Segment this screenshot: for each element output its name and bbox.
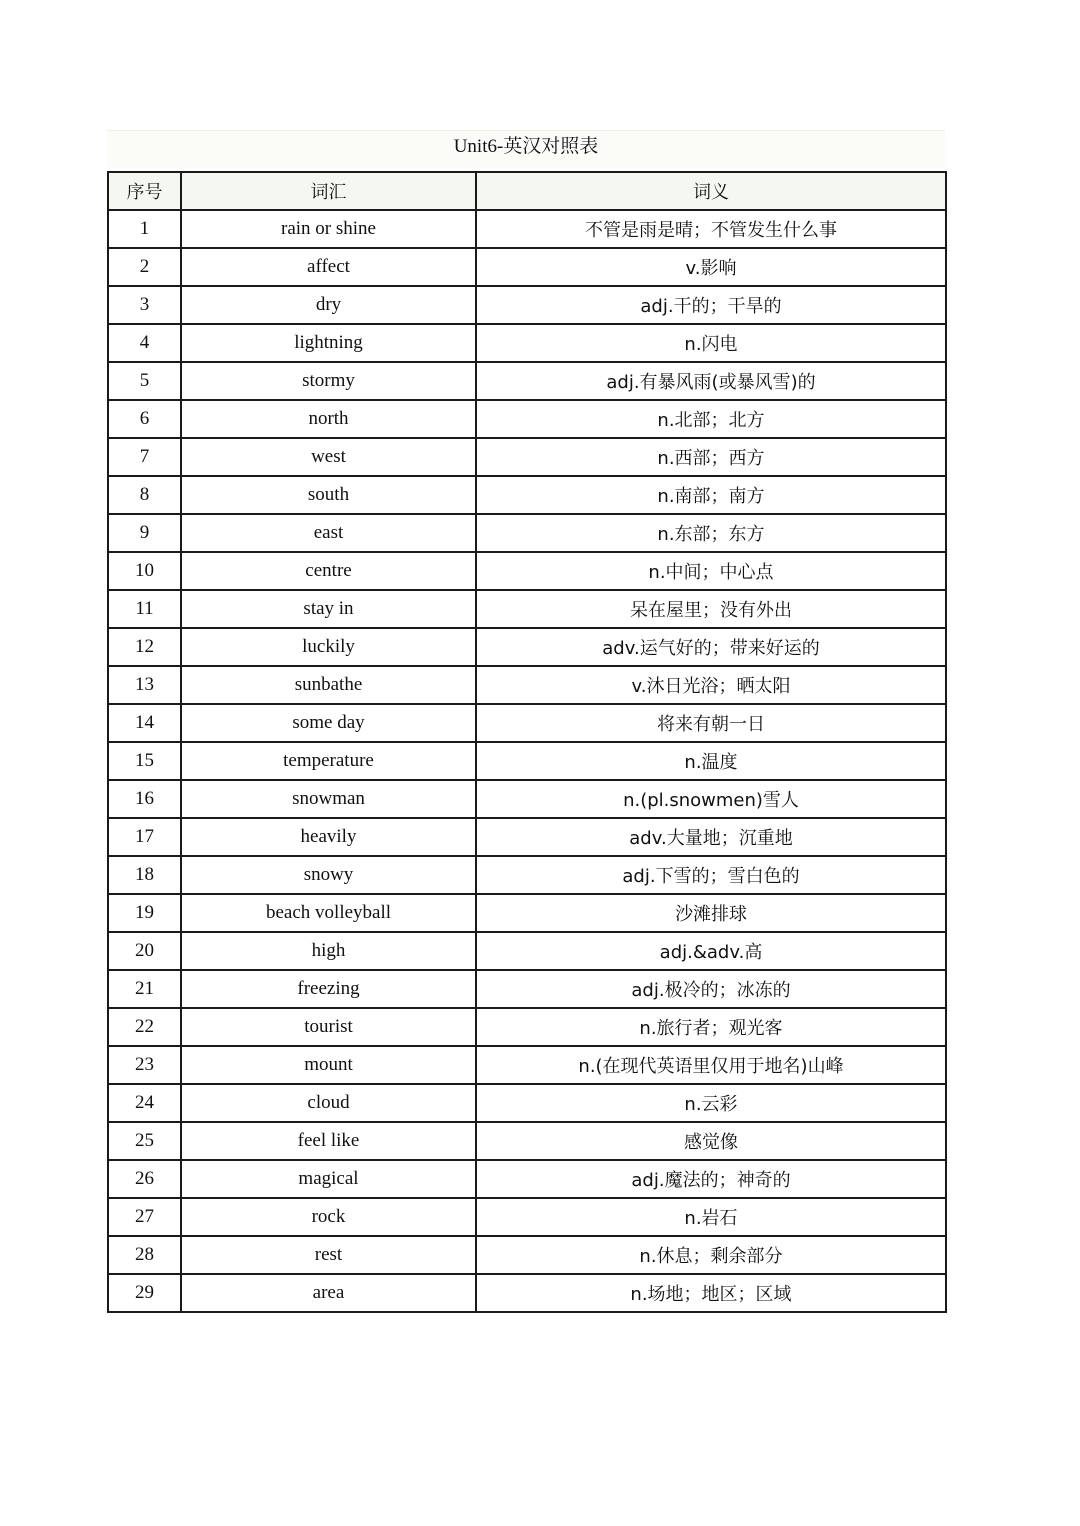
row-meaning: adj.极冷的；冰冻的	[476, 970, 946, 1008]
table-row	[108, 628, 946, 666]
row-meaning: adj.&adv.高	[476, 932, 946, 970]
row-meaning: adv.运气好的；带来好运的	[476, 628, 946, 666]
row-meaning: adj.有暴风雨(或暴风雪)的	[476, 362, 946, 400]
row-word: high	[181, 932, 476, 970]
row-word: south	[181, 476, 476, 514]
row-word: area	[181, 1274, 476, 1312]
table-row	[108, 362, 946, 400]
header-meaning: 词义	[476, 172, 946, 210]
row-number: 18	[108, 856, 181, 894]
row-meaning: 将来有朝一日	[476, 704, 946, 742]
row-number: 24	[108, 1084, 181, 1122]
row-word: snowman	[181, 780, 476, 818]
table-row	[108, 970, 946, 1008]
table-row	[108, 1046, 946, 1084]
row-meaning: 沙滩排球	[476, 894, 946, 932]
row-word: tourist	[181, 1008, 476, 1046]
row-meaning: n.西部；西方	[476, 438, 946, 476]
row-meaning: v.沐日光浴；晒太阳	[476, 666, 946, 704]
row-number: 28	[108, 1236, 181, 1274]
header-word: 词汇	[181, 172, 476, 210]
row-meaning: 感觉像	[476, 1122, 946, 1160]
table-row	[108, 932, 946, 970]
row-meaning: n.(在现代英语里仅用于地名)山峰	[476, 1046, 946, 1084]
row-number: 3	[108, 286, 181, 324]
row-word: centre	[181, 552, 476, 590]
row-meaning: n.旅行者；观光客	[476, 1008, 946, 1046]
row-meaning: adj.魔法的；神奇的	[476, 1160, 946, 1198]
table-header	[108, 172, 946, 210]
row-meaning: n.中间；中心点	[476, 552, 946, 590]
row-word: rain or shine	[181, 210, 476, 248]
row-meaning: n.岩石	[476, 1198, 946, 1236]
row-word: sunbathe	[181, 666, 476, 704]
row-number: 11	[108, 590, 181, 628]
row-word: heavily	[181, 818, 476, 856]
row-number: 22	[108, 1008, 181, 1046]
row-word: stormy	[181, 362, 476, 400]
row-word: rest	[181, 1236, 476, 1274]
table-row	[108, 780, 946, 818]
row-word: temperature	[181, 742, 476, 780]
row-meaning: 不管是雨是晴；不管发生什么事	[476, 210, 946, 248]
row-number: 15	[108, 742, 181, 780]
row-word: luckily	[181, 628, 476, 666]
row-number: 2	[108, 248, 181, 286]
table-row	[108, 1160, 946, 1198]
row-word: beach volleyball	[181, 894, 476, 932]
row-number: 16	[108, 780, 181, 818]
row-word: dry	[181, 286, 476, 324]
row-meaning: adv.大量地；沉重地	[476, 818, 946, 856]
table-row	[108, 514, 946, 552]
row-number: 12	[108, 628, 181, 666]
row-number: 19	[108, 894, 181, 932]
row-meaning: n.温度	[476, 742, 946, 780]
row-word: snowy	[181, 856, 476, 894]
table-row	[108, 1122, 946, 1160]
table-row	[108, 438, 946, 476]
table-row	[108, 248, 946, 286]
row-word: east	[181, 514, 476, 552]
row-number: 25	[108, 1122, 181, 1160]
table-row	[108, 286, 946, 324]
vocabulary-table	[107, 171, 947, 1313]
row-meaning: n.场地；地区；区域	[476, 1274, 946, 1312]
row-meaning: n.南部；南方	[476, 476, 946, 514]
table-row	[108, 552, 946, 590]
row-number: 17	[108, 818, 181, 856]
table-row	[108, 818, 946, 856]
row-number: 26	[108, 1160, 181, 1198]
table-row	[108, 742, 946, 780]
row-word: stay in	[181, 590, 476, 628]
table-row	[108, 400, 946, 438]
row-word: cloud	[181, 1084, 476, 1122]
row-number: 20	[108, 932, 181, 970]
table-row	[108, 210, 946, 248]
row-word: feel like	[181, 1122, 476, 1160]
vocabulary-sheet	[107, 130, 945, 1313]
row-word: freezing	[181, 970, 476, 1008]
table-row	[108, 590, 946, 628]
row-number: 21	[108, 970, 181, 1008]
row-number: 14	[108, 704, 181, 742]
header-no: 序号	[108, 172, 181, 210]
row-number: 23	[108, 1046, 181, 1084]
row-number: 10	[108, 552, 181, 590]
row-number: 9	[108, 514, 181, 552]
table-row	[108, 1008, 946, 1046]
row-meaning: n.(pl.snowmen)雪人	[476, 780, 946, 818]
row-number: 29	[108, 1274, 181, 1312]
table-row	[108, 704, 946, 742]
table-row	[108, 324, 946, 362]
row-word: rock	[181, 1198, 476, 1236]
row-meaning: n.北部；北方	[476, 400, 946, 438]
row-number: 4	[108, 324, 181, 362]
row-word: affect	[181, 248, 476, 286]
row-meaning: n.休息；剩余部分	[476, 1236, 946, 1274]
row-number: 27	[108, 1198, 181, 1236]
table-row	[108, 856, 946, 894]
row-number: 1	[108, 210, 181, 248]
table-row	[108, 666, 946, 704]
sheet-title: Unit6-英汉对照表	[107, 130, 945, 169]
row-meaning: adj.下雪的；雪白色的	[476, 856, 946, 894]
table-row	[108, 476, 946, 514]
row-word: lightning	[181, 324, 476, 362]
row-word: north	[181, 400, 476, 438]
row-meaning: n.东部；东方	[476, 514, 946, 552]
table-row	[108, 1236, 946, 1274]
row-number: 13	[108, 666, 181, 704]
row-word: west	[181, 438, 476, 476]
row-number: 6	[108, 400, 181, 438]
row-number: 7	[108, 438, 181, 476]
row-number: 8	[108, 476, 181, 514]
table-row	[108, 1198, 946, 1236]
row-meaning: n.闪电	[476, 324, 946, 362]
row-meaning: v.影响	[476, 248, 946, 286]
row-word: magical	[181, 1160, 476, 1198]
header-row	[108, 172, 946, 210]
row-word: mount	[181, 1046, 476, 1084]
table-row	[108, 894, 946, 932]
row-meaning: n.云彩	[476, 1084, 946, 1122]
table-row	[108, 1084, 946, 1122]
row-word: some day	[181, 704, 476, 742]
row-meaning: 呆在屋里；没有外出	[476, 590, 946, 628]
row-meaning: adj.干的；干旱的	[476, 286, 946, 324]
table-body	[108, 210, 946, 1312]
row-number: 5	[108, 362, 181, 400]
table-row	[108, 1274, 946, 1312]
